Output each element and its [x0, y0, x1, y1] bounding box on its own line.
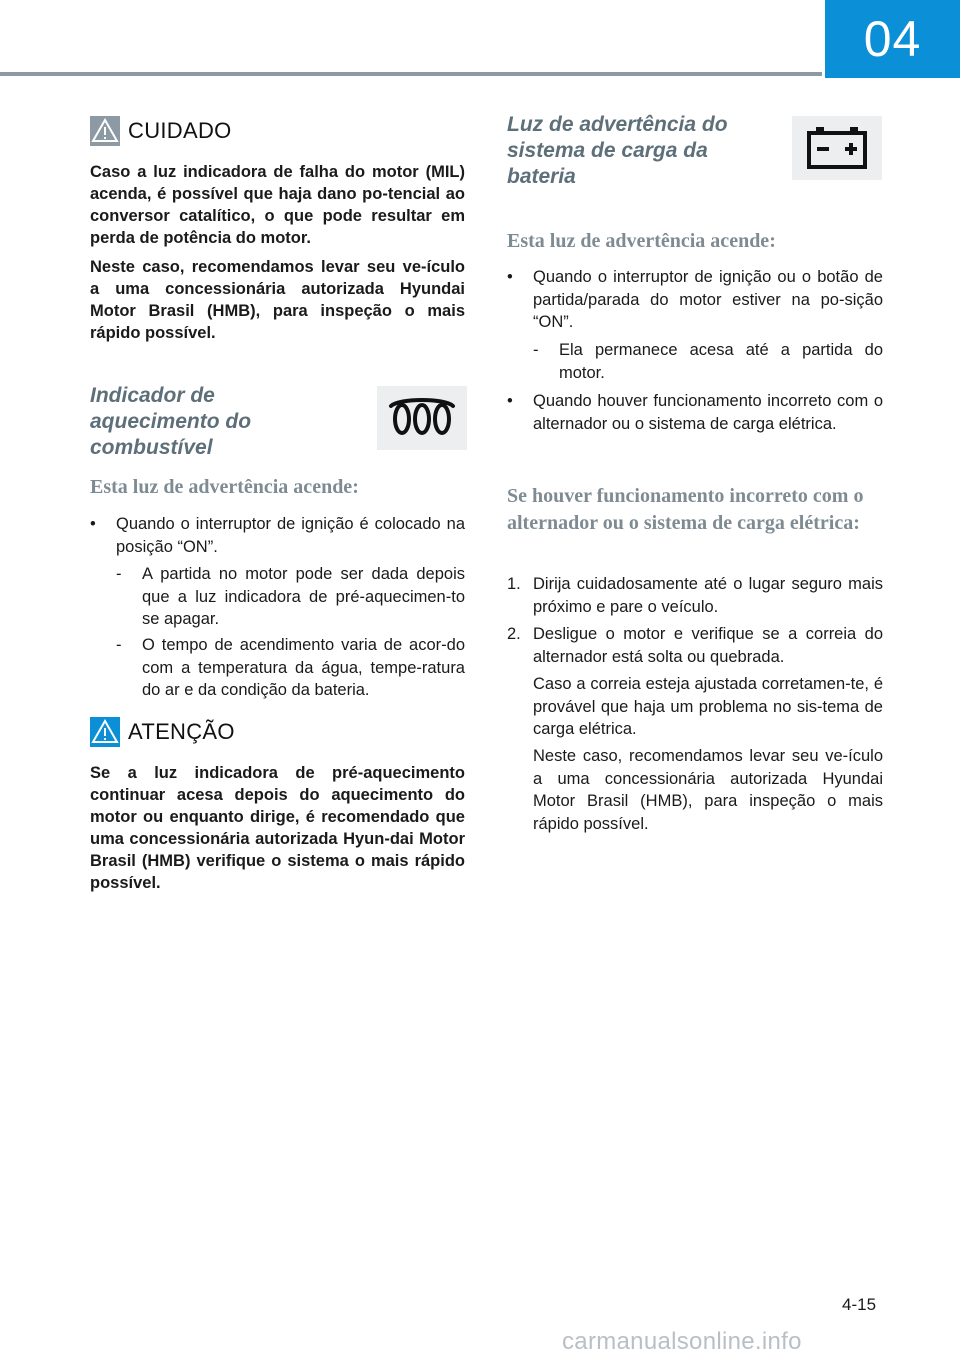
left-bullet-item	[90, 513, 465, 558]
step-2-detail-1: Caso a correia esteja ajustada corretamen-te, é provável que haja um problema no sis-tema de carga elétrica.	[533, 675, 883, 738]
right-dash-item	[533, 339, 883, 384]
battery-icon	[792, 116, 882, 180]
dash-marker: -	[116, 636, 122, 654]
left-dash-text-1: A partida no motor pode ser dada depois que a luz indicadora de pré-aquecimen-to se apagar.	[142, 565, 465, 628]
left-dash-text-2: O tempo de acendimento varia de acor-do com a temperatura da água, tempe-ratura do ar e da condição da bateria.	[142, 636, 465, 699]
caution-paragraph-2: Neste caso, recomendamos levar seu ve-ículo a uma concessionária autorizada Hyundai Motor Brasil (HMB), para inspeção o mais rápido possível.	[90, 258, 465, 342]
page-number: 4-15	[842, 1295, 877, 1314]
caution-paragraph-1: Caso a luz indicadora de falha do motor (MIL) acenda, é possível que haja dano po-tencial ao conversor catalítico, o que pode resultar em perda de potência do motor.	[90, 163, 465, 247]
attention-paragraph: Se a luz indicadora de pré-aquecimento continuar acesa depois do aquecimento do motor ou enquanto dirige, é recomendado que uma concessionária autorizada Hyun-dai Motor Brasil (HMB) verifique o sistema o mais rápido possível.	[90, 764, 465, 892]
bullet-marker: •	[507, 392, 513, 410]
left-dash-item-1	[116, 563, 465, 631]
right-dash-text: Ela permanece acesa até a partida do motor.	[559, 341, 883, 382]
step-number: 1.	[507, 575, 521, 593]
malfunction-subhead: Se houver funcionamento incorreto com o alternador ou o sistema de carga elétrica:	[507, 485, 864, 534]
dash-marker: -	[533, 341, 539, 359]
right-bullet-text-2: Quando houver funcionamento incorreto com o alternador ou o sistema de carga elétrica.	[533, 392, 883, 433]
chapter-tab: 04	[825, 0, 960, 78]
left-subhead: Esta luz de advertência acende:	[90, 476, 359, 498]
warning-triangle-icon	[90, 717, 120, 747]
bullet-marker: •	[90, 515, 96, 533]
warning-triangle-icon	[90, 116, 120, 146]
right-subhead: Esta luz de advertência acende:	[507, 230, 776, 252]
right-bullet-item-1	[507, 266, 883, 334]
attention-title: ATENÇÃO	[128, 719, 235, 744]
step-text: Desligue o motor e verifique se a correia do alternador está solta ou quebrada.	[533, 625, 883, 666]
right-bullet-text-1: Quando o interruptor de ignição ou o botão de partida/parada do motor estiver na po-sição “ON”.	[533, 268, 883, 331]
left-bullet-text: Quando o interruptor de ignição é colocado na posição “ON”.	[116, 515, 465, 556]
dash-marker: -	[116, 565, 122, 583]
step-text: Dirija cuidadosamente até o lugar seguro mais próximo e pare o veículo.	[533, 575, 883, 616]
right-bullet-item-2	[507, 390, 883, 435]
step-2-detail-2: Neste caso, recomendamos levar seu ve-ículo a uma concessionária autorizada Hyundai Motor Brasil (HMB), para inspeção o mais rápido possível.	[533, 747, 883, 833]
left-dash-item-2	[116, 634, 465, 702]
step-number: 2.	[507, 625, 521, 643]
attention-header	[90, 717, 235, 747]
glow-plug-coil-icon	[377, 386, 467, 450]
header-rule	[0, 72, 822, 76]
bullet-marker: •	[507, 268, 513, 286]
watermark: carmanualsonline.info	[562, 1328, 802, 1355]
caution-title: CUIDADO	[128, 118, 232, 143]
section-title-glow-indicator: Indicador de aquecimento do combustível	[90, 384, 252, 459]
step-1	[507, 573, 883, 618]
caution-header	[90, 116, 232, 146]
step-2	[507, 623, 883, 668]
section-title-battery-warning: Luz de advertência do sistema de carga da bateria	[507, 113, 728, 188]
